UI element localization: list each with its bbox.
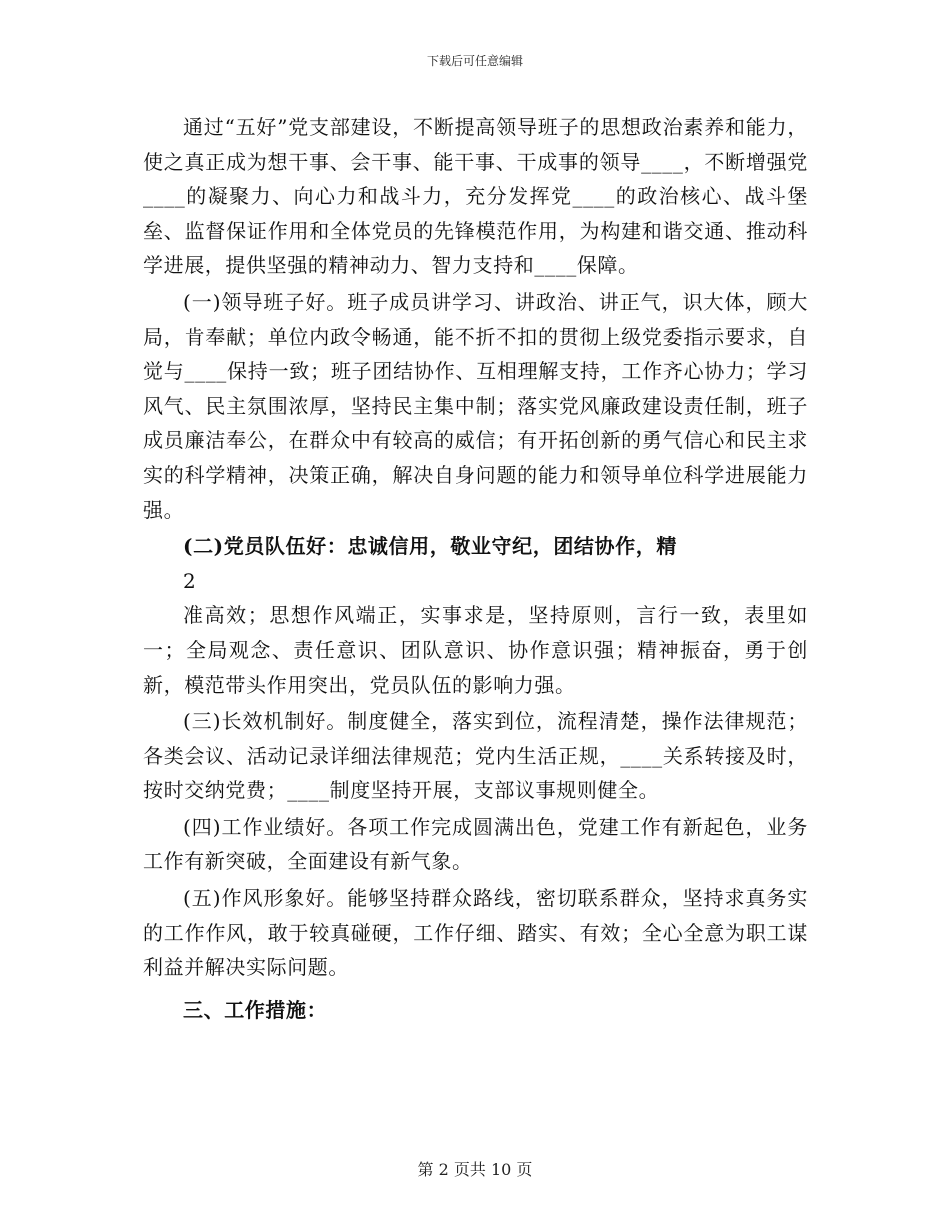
section-heading-measures: 三、工作措施： [183, 997, 328, 1022]
paragraph-leadership: (一)领导班子好。班子成员讲学习、讲政治、讲正气，识大体，顾大局，肯奉献；单位内政令畅通，能不折不扣的贯彻上级党委指示要求，自觉与____保持一致；班子团结协作、互相理解支持，工作齐心协力；学习风气、民主氛围浓厚，坚持民主集中制；落实党风廉政建设责任制，班子成员廉洁奉公，在群众中有较高的威信；有开拓创新的勇气信心和民主求实的科学精神，决策正确，解决自身问题的能力和领导单位科学进展能力强。 [143, 289, 808, 522]
paragraph-mechanism: (三)长效机制好。制度健全，落实到位，流程清楚，操作法律规范；各类会议、活动记录详细法律规范；党内生活正规，____关系转接及时，按时交纳党费；____制度坚持开展，支部议事规则健全。 [143, 709, 808, 803]
document-body [143, 110, 808, 1027]
paragraph-party-members-heading: (二)党员队伍好：忠诚信用，敬业守纪，团结协作，精 [183, 534, 677, 559]
inline-page-number: 2 [183, 568, 196, 593]
paragraph-intro: 通过“五好”党支部建设，不断提高领导班子的思想政治素养和能力，使之真正成为想干事、会干事、能干事、干成事的领导____，不断增强党____的凝聚力、向心力和战斗力，充分发挥党____的政治核心、战斗堡垒、监督保证作用和全体党员的先锋模范作用，为构建和谐交通、推动科学进展，提供坚强的精神动力、智力支持和____保障。 [143, 115, 808, 278]
paragraph-style: (五)作风形象好。能够坚持群众路线，密切联系群众，坚持求真务实的工作作风，敢于较真碰硬，工作仔细、踏实、有效；全心全意为职工谋利益并解决实际问题。 [143, 886, 808, 980]
paragraph-party-members: 准高效；思想作风端正，实事求是，坚持原则，言行一致，表里如一；全局观念、责任意识、团队意识、协作意识强；精神振奋，勇于创新，模范带头作用突出，党员队伍的影响力强。 [143, 603, 808, 697]
page-header: 下载后可任意编辑 [426, 54, 523, 68]
page-footer: 第 2 页共 10 页 [417, 1160, 533, 1179]
paragraph-performance: (四)工作业绩好。各项工作完成圆满出色，党建工作有新起色，业务工作有新突破，全面建设有新气象。 [143, 814, 808, 874]
